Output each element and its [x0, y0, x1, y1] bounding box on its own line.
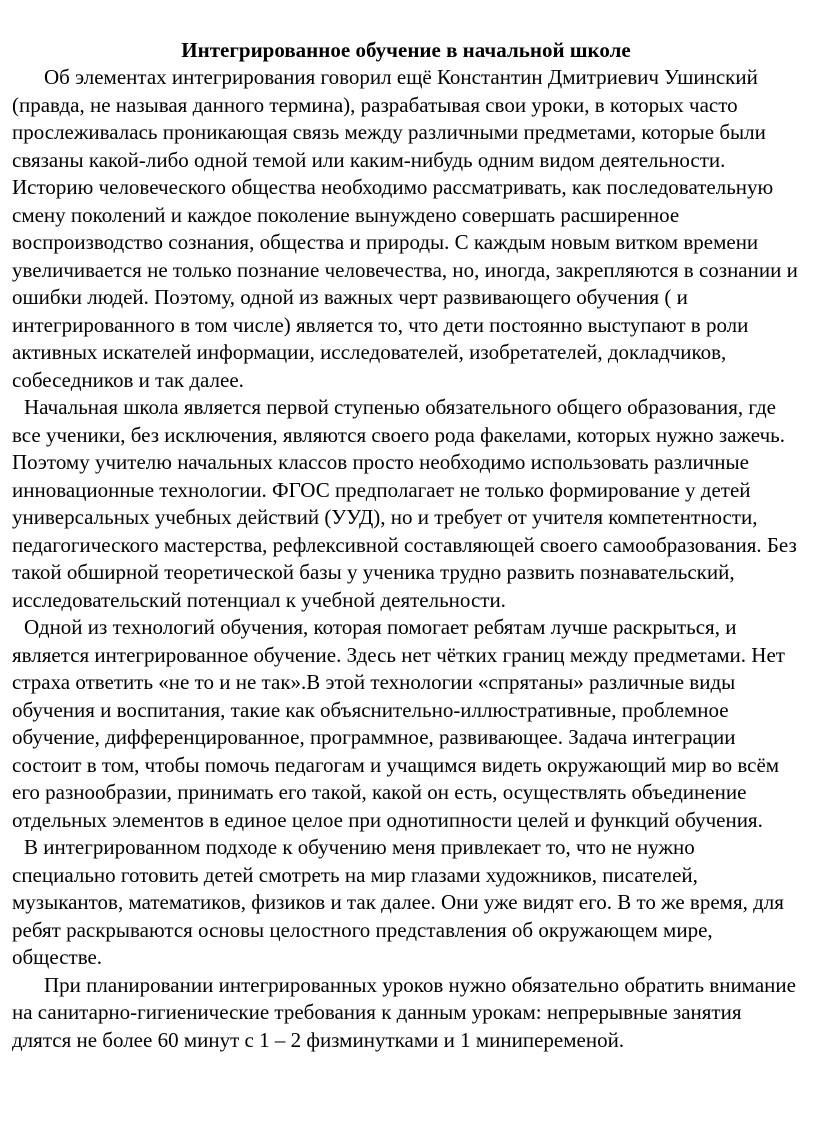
paragraph-approach: В интегрированном подходе к обучению меня привлекает то, что не нужно специально готовить детей смотреть на мир глазами художников, писателей, музыкантов, математиков, физиков и так далее. Они уже видят его. В то же время, для ребят раскрываются основы целостного представления об окружающем мире, обществе.	[12, 835, 784, 969]
document-title: Интегрированное обучение в начальной школе	[181, 38, 631, 62]
paragraph-primary-school: Начальная школа является первой ступенью обязательного общего образования, где все ученики, без исключения, являются своего рода факелами, которых нужно зажечь. Поэтому учителю начальных классов просто необходимо использовать различные инновационные технологии. ФГОС предполагает не только формирование у детей универсальных учебных действий (УУД), но и требует от учителя компетентности, педагогического мастерства, рефлексивной составляющей своего самообразования. Без такой обширной теоретической базы у ученика трудно развить познавательский, исследовательский потенциал к учебной деятельности.	[12, 395, 797, 612]
paragraph-ushinsky: Об элементах интегрирования говорил ещё Константин Дмитриевич Ушинский (правда, не называя данного термина), разрабатывая свои уроки, в которых часто прослеживалась проникающая связь между различными предметами, которые были связаны какой-либо одной темой или каким-нибудь одним видом деятельности. Историю человеческого общества необходимо рассматривать, как последовательную смену поколений и каждое поколение вынуждено совершать расширенное воспроизводство сознания, общества и природы. С каждым новым витком времени увеличивается не только познание человечества, но, иногда, закрепляются в сознании и ошибки людей. Поэтому, одной из важных черт развивающего обучения ( и интегрированного в том числе) является то, что дети постоянно выступают в роли активных искателей информации, исследователей, изобретателей, докладчиков, собеседников и так далее.	[12, 65, 798, 392]
paragraph-technology: Одной из технологий обучения, которая помогает ребятам лучше раскрыться, и является интегрированное обучение. Здесь нет чётких границ между предметами. Нет страха ответить «не то и не так».В этой технологии «спрятаны» различные виды обучения и воспитания, такие как объяснительно-иллюстративные, проблемное обучение, дифференцированное, программное, развивающее. Задача интеграции состоит в том, чтобы помочь педагогам и учащимся видеть окружающий мир во всём его разнообразии, принимать его такой, какой он есть, осуществлять объединение отдельных элементов в единое целое при однотипности целей и функций обучения.	[12, 615, 785, 832]
paragraph-planning: При планировании интегрированных уроков нужно обязательно обратить внимание на санитарно-гигиенические требования к данным урокам: непрерывные занятия длятся не более 60 минут с 1 – 2 физминутками и 1 минипеременой.	[12, 972, 796, 1052]
